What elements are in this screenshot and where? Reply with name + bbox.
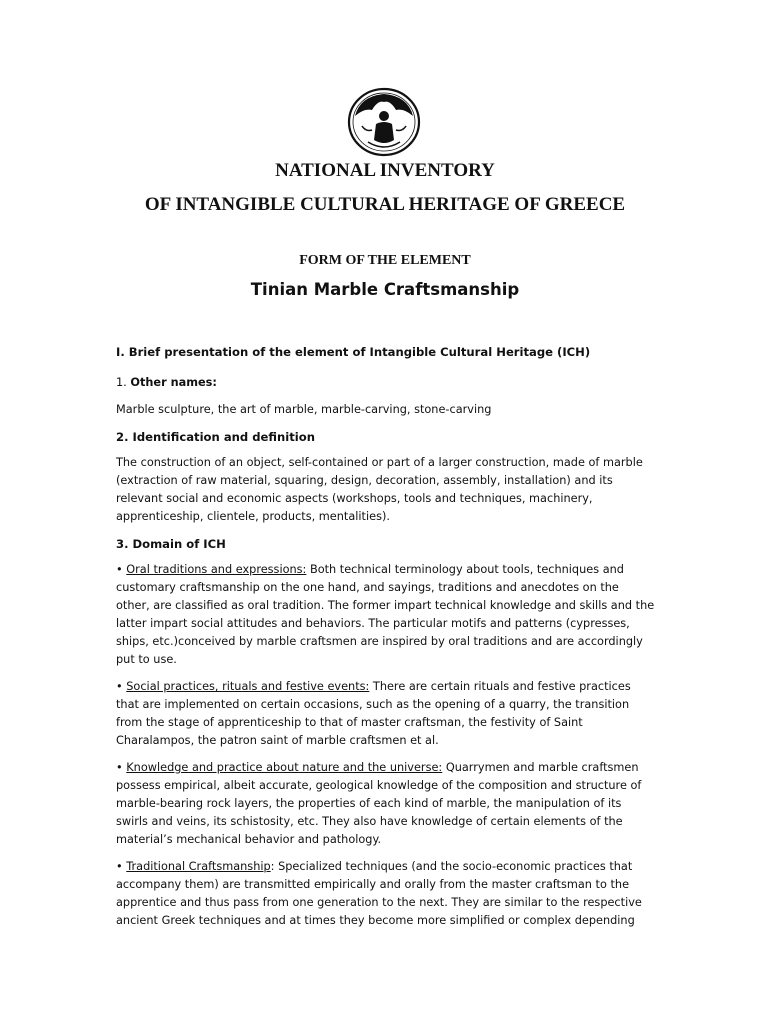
inventory-title-line2: OF INTANGIBLE CULTURAL HERITAGE OF GREECE — [144, 194, 626, 215]
greek-ich-emblem-logo — [346, 86, 422, 158]
domain-paragraph-craftsmanship — [116, 858, 656, 930]
domain-heading: 3. Domain of ICH — [116, 537, 226, 551]
domain-label: Knowledge and practice about nature and the universe: — [126, 761, 443, 774]
domain-text: Both technical terminology about tools, techniques and customary craftsmanship on the one hand, and sayings, traditions and anecdotes on the other, are classified as oral tradition. The former impart technical knowledge and skills and the latter impart social attitudes and behaviors. The particular motifs and patterns (cypresses, ships, etc.)conceived by marble craftsmen are inspired by oral traditions and are accordingly put to use. — [116, 563, 655, 666]
other-names-label: Other names: — [130, 376, 217, 389]
section-title: I. Brief presentation of the element of Intangible Cultural Heritage (ICH) — [116, 345, 591, 359]
other-names-number: 1. — [116, 376, 131, 389]
document-body — [116, 343, 656, 939]
bullet: • — [116, 860, 127, 873]
domain-paragraph-social-practices — [116, 678, 656, 750]
domain-text: Quarrymen and marble craftsmen possess empirical, albeit accurate, geological knowledge of the composition and structure of marble-bearing rock layers, the properties of each kind of marble, the manipulation of its swirls and veins, its schistosity, etc. They also have knowledge of certain elements of the material’s mechanical behavior and pathology. — [116, 761, 642, 846]
bullet: • — [116, 761, 127, 774]
domain-text: There are certain rituals and festive practices that are implemented on certain occasions, such as the opening of a quarry, the transition from the stage of apprenticeship to that of master craftsman, the festivity of Saint Charalampos, the patron saint of marble craftsmen et al. — [116, 680, 631, 747]
identification-heading: 2. Identification and definition — [116, 430, 315, 444]
identification-text: The construction of an object, self-contained or part of a larger construction, made of marble (extraction of raw material, squaring, design, decoration, assembly, installation) and its relevant social and economic aspects (workshops, tools and techniques, machinery, apprenticeship, clientele, products, mentalities). — [116, 456, 643, 523]
domain-paragraph-oral-traditions — [116, 561, 656, 669]
domain-label: Social practices, rituals and festive events: — [126, 680, 370, 693]
form-label: FORM OF THE ELEMENT — [299, 253, 471, 268]
inventory-title-line1: NATIONAL INVENTORY — [275, 160, 495, 181]
domain-text: : Specialized techniques (and the socio-economic practices that accompany them) are transmitted empirically and orally from the master craftsman to the apprentice and thus pass from one generation to the next. They are similar to the respective ancient Greek techniques and at times they become more simplified or complex depending — [116, 860, 642, 927]
bullet: • — [116, 563, 127, 576]
domain-label: Oral traditions and expressions: — [126, 563, 307, 576]
bullet: • — [116, 680, 127, 693]
domain-label: Traditional Craftsmanship — [126, 860, 271, 873]
domain-paragraph-knowledge-nature — [116, 759, 656, 849]
other-names-text: Marble sculpture, the art of marble, marble-carving, stone-carving — [116, 403, 492, 416]
element-name: Tinian Marble Craftsmanship — [250, 280, 520, 299]
other-names-heading — [116, 374, 656, 392]
